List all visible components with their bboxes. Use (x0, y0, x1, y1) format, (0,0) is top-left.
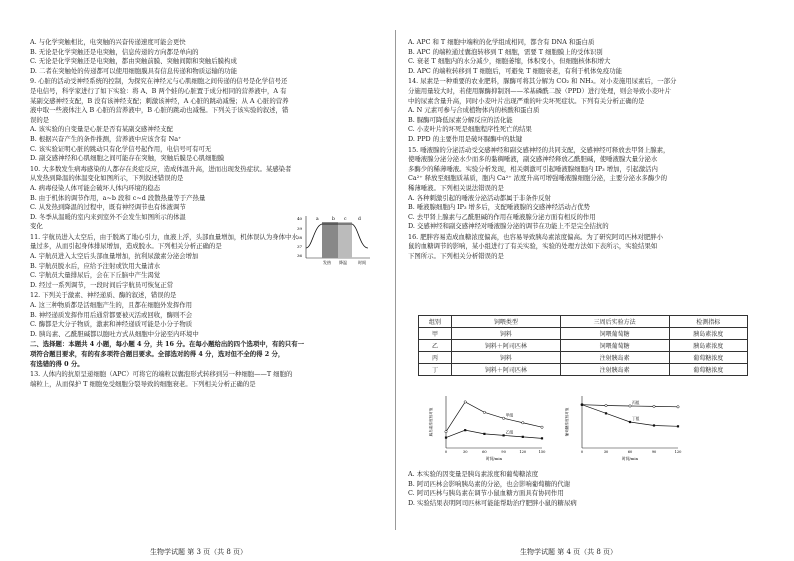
line: 中的尿素含量升高，同时小麦叶片出现严重的叶尖坏死症状。下列有关分析正确的是 (408, 96, 645, 105)
line: 端粒上，从而保护 T 细胞免受细胞分裂导致的细胞衰老。下列相关分析正确的是 (30, 379, 256, 388)
option-d: D. 实验结果表明阿司匹林可能能帮助治疗肥胖小鼠的糖尿病 (408, 498, 577, 507)
line: 稀薄唾液。下列相关说法错误的是 (408, 183, 504, 192)
series-label: 丙组 (632, 399, 640, 405)
line: 鼠的血糖调节的影响，某小组进行了有关实验，实验的处理方法如下表所示，实验结果如 (408, 242, 658, 251)
x-axis-label: 时间/min (621, 456, 639, 461)
line: C. 衰老 T 细胞内的水分减少，细胞萎缩，体积变小，但细胞核体积增大 (408, 57, 611, 66)
data-point (605, 412, 607, 414)
insulin-chart (428, 390, 548, 462)
x-tick-label: 60 (482, 450, 487, 454)
table-cell: 注射胰岛素 (560, 364, 669, 376)
glucose-chart (564, 390, 684, 462)
line: B. 无论是化学突触还是电突触，信息传递的方向都是单向的 (30, 47, 199, 56)
series-label: 丁组 (632, 416, 640, 421)
data-point (522, 436, 524, 438)
line: 某副交感神经支配，B 没有该神经支配；刺激该神经，A 心脏的跳动减慢；从 A 心脏的营养 (30, 96, 289, 105)
band-label: 降温 (339, 260, 347, 265)
line: 分施用量较大时，若使用脲酶抑制剂——苯基磷酰二胺（PPD）进行处理，则会导致小麦叶片 (408, 86, 671, 95)
line: 误的是 (30, 115, 50, 124)
x-tick-label: 0 (444, 450, 448, 454)
line: C. 宇航员大量排尿后，会在下丘脑中产生渴觉 (30, 271, 161, 280)
y-tick: 39 (297, 226, 303, 231)
line: 使唾液腺分泌分泌水少而多的黏稠唾液，副交感神经释放乙酰胆碱，使唾液腺大量分泌水 (408, 155, 658, 164)
line: A. 各种刺激引起的唾液分泌活动都属于非条件反射 (408, 193, 551, 202)
series-line (446, 402, 542, 435)
x-tick-label: 30 (603, 450, 609, 454)
line: B. 唾液腺细胞内 IP₃ 增多后，支配唾液腺的交感神经活动占优势 (408, 203, 590, 212)
option-b: B. 阿司匹林会影响胰岛素的分泌，也会影响葡萄糖的代谢 (408, 479, 571, 488)
page-footer-right: 生物学试题 第 4 页（共 8 页） (520, 548, 618, 556)
x-tick-label: 60 (627, 450, 633, 454)
line: 变化 (30, 222, 43, 231)
table-cell: 注射胰岛素 (560, 352, 669, 364)
x-tick-label: 120 (519, 450, 527, 454)
table-row (419, 364, 748, 376)
line: D. APC 的端粒转移到 T 细胞后，可避免 T 细胞衰老，有利于机体免疫功能 (408, 66, 622, 75)
table-cell: 葡萄糖浓度 (669, 352, 747, 364)
fever-temperature-figure (296, 212, 374, 267)
data-point (445, 437, 447, 439)
line: 多酶少的稀薄唾液。实验分析发现，相关刺激可引起唾液腺细胞内 IP₃ 增加，引起激活内 (408, 164, 658, 173)
x-tick-label: 30 (462, 450, 468, 454)
table-row (419, 352, 748, 364)
data-point (503, 434, 505, 436)
data-point (522, 422, 524, 424)
point-label: a (316, 217, 319, 222)
table-header: 检测指标 (669, 316, 747, 328)
table-cell: 饲料＋阿司匹林 (451, 340, 560, 352)
right-column (408, 38, 758, 262)
table-header: 饲喂类型 (451, 316, 560, 328)
line: 液中取一些液体注入 B 心脏的营养液中，B 心脏的跳动也减慢。下列关于该实验的叙述，错 (30, 106, 289, 115)
x-axis-label: 时间/min (485, 456, 503, 461)
series-line (446, 430, 542, 438)
data-point (677, 425, 679, 427)
line: 从发热到降温的体温变化如图所示，下列叙述错误的是 (30, 174, 184, 183)
series-label: 乙组 (505, 429, 514, 435)
line: D. 副交感神经和心肌细胞之间可能存在突触，突触后膜是心肌细胞膜 (30, 154, 225, 163)
line: C. 去甲肾上腺素与乙酰胆碱的作用在唾液腺分泌方面有相反的作用 (408, 212, 596, 221)
data-point (677, 406, 679, 408)
line: A. 与化学突触相比，电突触的兴奋传递速度可能会更快 (30, 38, 186, 46)
x-axis-label: 时间 (358, 260, 366, 265)
question-16: 16. 肥胖容易造成血糖浓度偏高，也容易导致胰岛素浓度偏高。为了研究阿司匹林对肥胖小 (408, 232, 664, 241)
x-tick-label: 120 (674, 450, 682, 454)
data-point (541, 426, 543, 428)
table-cell: 饲喂葡萄糖 (560, 340, 669, 352)
line: A. APC 和 T 细胞中端粒的化学组成相同，都含有 DNA 和蛋白质 (408, 38, 595, 46)
data-point (629, 421, 631, 423)
table-cell: 胰岛素浓度 (669, 340, 747, 352)
data-point (653, 405, 655, 407)
line: A. 宇航员进入太空后头部血量增加，抗利尿激素分泌会增加 (30, 252, 199, 261)
data-point (502, 417, 504, 419)
question-9: 9. 心脏的活动受神经系统的控制，为探究在神经元与心肌细胞之间传递的信号是化学信号还 (30, 77, 288, 86)
question-10: 10. 大多数发生病毒感染的人都存在炎症反应，造成体温升高，进而出现发热症状。某感染者 (30, 164, 292, 173)
y-axis-label: 胰岛素浓度相对值 (429, 407, 433, 437)
y-tick: 37 (297, 244, 303, 249)
page-footer-left: 生物学试题 第 3 页（共 8 页） (150, 548, 248, 556)
table-cell: 饲料 (451, 328, 560, 340)
column-divider (395, 30, 396, 530)
q16-options (408, 470, 758, 508)
line: D. 胰岛素、乙酰胆碱都以胞吐方式从细胞中分泌至内环境中 (30, 329, 199, 338)
data-point (464, 429, 466, 431)
data-point (653, 424, 655, 426)
table-cell: 饲料＋阿司匹林 (451, 364, 560, 376)
line: 项符合题目要求，有的有多项符合题目要求。全部选对的得 4 分，选对但不全的得 2 分， (30, 350, 285, 358)
line: B. 宇航员脱水后，应给予注射或饮用大量清水 (30, 261, 161, 270)
data-point (483, 411, 485, 413)
line: Ca²⁺ 释放至细胞质基质，胞内 Ca²⁺ 浓度升高可增强唾液腺细胞分泌，主要分泌水多酶少的 (408, 174, 668, 183)
line: 下图所示。下列相关分析错误的是 (408, 252, 504, 261)
y-tick: 40 (297, 216, 303, 221)
table-cell: 胰岛素浓度 (669, 328, 747, 340)
line: C. 无论是化学突触还是电突触，都由突触前膜、突触间隙和突触后膜构成 (30, 57, 237, 66)
data-point (445, 430, 447, 432)
line: A. 病毒侵染人体可能会破坏人体内环境的稳态 (30, 183, 161, 192)
table-cell: 丙 (419, 352, 452, 364)
line: D. PPD 的主要作用是破坏脲酶中的肽键 (408, 134, 523, 143)
line: B. 由于机体的调节作用，a~b 段和 c~d 段散热量等于产热量 (30, 193, 206, 202)
line: C. 该实验证明心脏的跳动只有化学信号起作用，电信号可有可无 (30, 144, 212, 153)
data-point (464, 401, 466, 403)
series-label: 甲组 (505, 412, 514, 418)
line: C. 小麦叶片的坏死是细胞程序性死亡的结果 (408, 125, 532, 134)
data-point (605, 404, 607, 406)
data-point (581, 404, 583, 406)
table-cell: 饲料 (451, 352, 560, 364)
line: 有选错的得 0 分。 (30, 359, 84, 368)
y-tick: 38 (297, 235, 303, 240)
line: A. 这三种物质都是活细胞产生的，且都在细胞外发挥作用 (30, 301, 193, 310)
line: D. 交感神经和副交感神经对唾液腺分泌的调节在功能上不是完全拮抗的 (408, 222, 609, 231)
section-2-heading: 二、选择题：本题共 4 小题，每小题 4 分，共 16 分。在每小题给出的四个选项中，有的只有一 (30, 340, 304, 349)
line: B. 根据兴奋产生的条件推测，营养液中应该含有 Na⁺ (30, 134, 182, 143)
line: 是电信号，科学家进行了如下实验：将 A、B 两个蛙的心脏置于成分相同的营养液中，A 有 (30, 86, 287, 95)
point-label: c (344, 217, 347, 222)
line: D. 经过一系列调节，一段时间后宇航员可恢复正常 (30, 280, 174, 289)
line: B. APC 的端粒通过囊泡转移到 T 细胞，需要 T 细胞膜上的受体识别 (408, 47, 603, 56)
option-a: A. 本实验的因变量是胰岛素浓度和葡萄糖浓度 (408, 470, 539, 478)
x-tick-label: 90 (651, 450, 657, 454)
table-header: 三周后实验方法 (560, 316, 669, 328)
line: D. 二者在突触处的传递都可以使用细胞膜具有信息传递和物质运输的功能 (30, 66, 238, 75)
x-tick-label: 0 (580, 450, 584, 454)
question-15: 15. 唾液腺的分泌活动受交感神经和副交感神经的共同支配，交感神经可释放去甲肾上腺素， (408, 145, 670, 154)
point-label: b (332, 217, 335, 222)
line: D. 冬季从温暖的室内来到室外不会发生如图所示的体温 (30, 212, 186, 221)
table-cell: 葡萄糖浓度 (669, 364, 747, 376)
option-c: C. 阿司匹林与胰岛素在调节小鼠血糖方面具有协同作用 (408, 489, 564, 498)
data-point (483, 433, 485, 435)
x-tick-label: 150 (538, 450, 546, 454)
y-axis-label: 葡萄糖浓度相对值 (565, 407, 569, 437)
table-header: 组别 (419, 316, 452, 328)
table-row (419, 328, 748, 340)
table-header-row (419, 316, 748, 328)
x-tick-label: 90 (501, 450, 506, 454)
data-point (541, 437, 543, 439)
line: C. 酶都是大分子物质，激素和神经递质可能是小分子物质 (30, 320, 193, 329)
table-cell: 饲喂葡萄糖 (560, 328, 669, 340)
question-13: 13. 人体内的抗原呈递细胞（APC）可将它的端粒以囊泡形式转移到另一种细胞——T 细胞的 (30, 370, 293, 379)
data-point (629, 405, 631, 407)
line: 量过多，从而引起身体排尿增加，造成脱水。下列相关分析正确的是 (30, 242, 222, 251)
table-cell: 丁 (419, 364, 452, 376)
line: A. 该实验的自变量是心脏是否有某副交感神经支配 (30, 125, 173, 134)
band-label: 发热 (323, 260, 331, 265)
line: C. 从发热到降温的过程中，既有神经调节也有体液调节 (30, 203, 186, 212)
y-tick: 36 (297, 253, 303, 258)
line: B. 神经递质发挥作用后通常都要被灭活或回收，酶则不会 (30, 310, 193, 319)
question-14: 14. 尿素是一种重要的农业肥料，脲酶可将其分解为 CO₂ 和 NH₃。对小麦施用尿素后，一部分 (408, 77, 677, 86)
line: A. N 元素可参与合成植物体内的核酸和蛋白质 (408, 106, 540, 115)
experiment-table (418, 315, 748, 376)
question-11: 11. 宇航员进入太空后，由于脱离了地心引力，血液上浮，头部血量增加，机体误认为身体中水 (30, 232, 298, 241)
point-label: d (358, 217, 361, 222)
question-12: 12. 下列关于激素、神经递质、酶的叙述，错误的是 (30, 291, 177, 300)
line: B. 脲酶可降低尿素分解反应的活化能 (408, 115, 513, 124)
table-row (419, 340, 748, 352)
table-cell: 乙 (419, 340, 452, 352)
table-cell: 甲 (419, 328, 452, 340)
